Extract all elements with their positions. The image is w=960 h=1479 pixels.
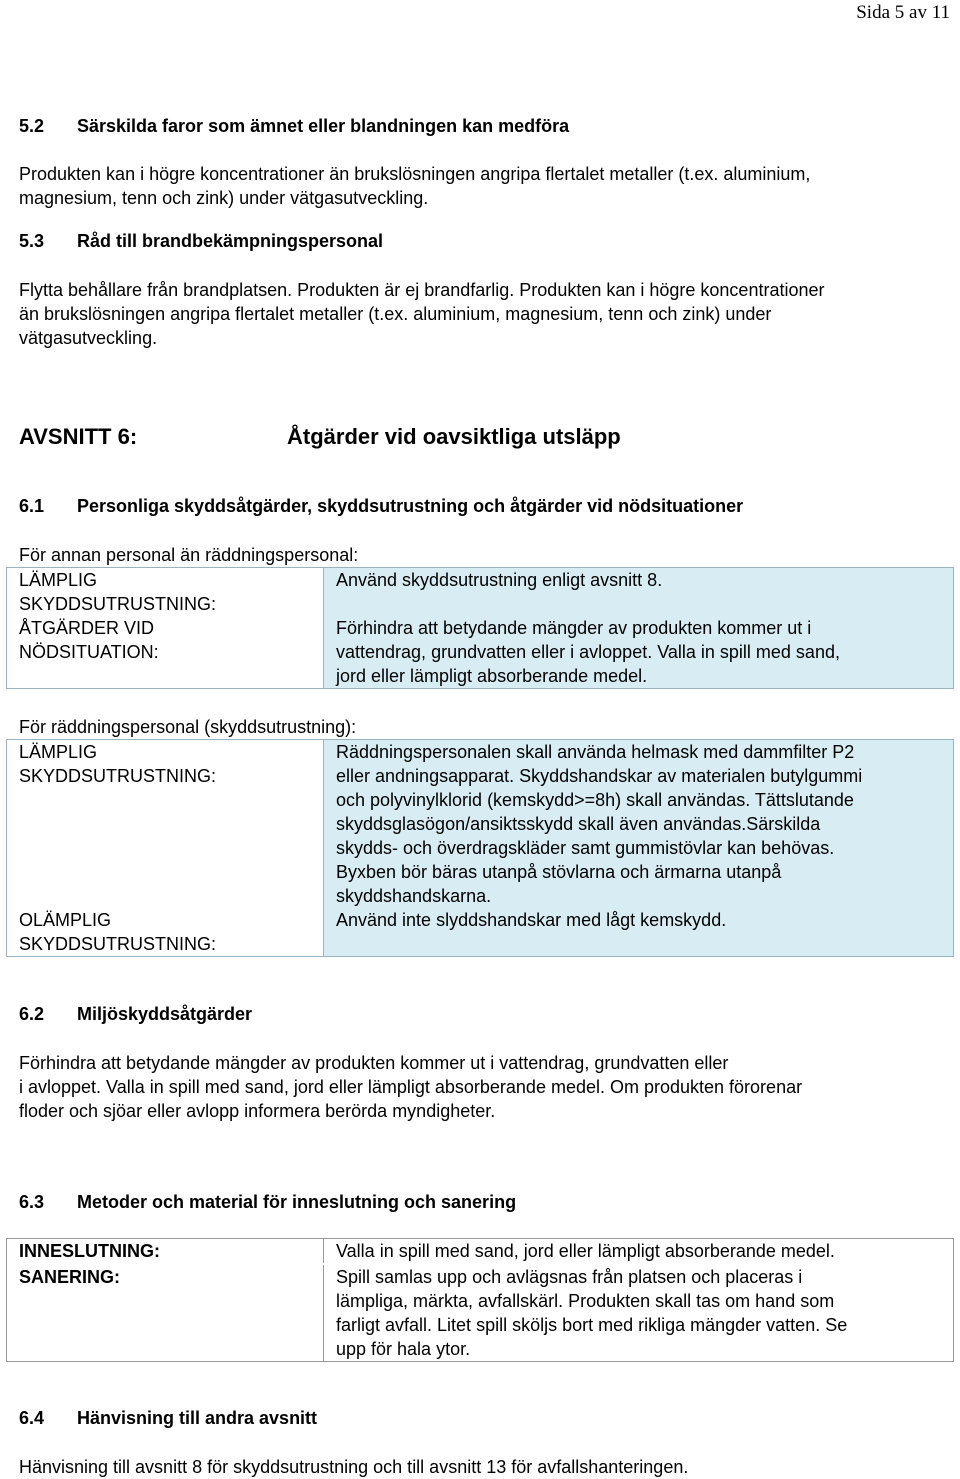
table-row [7, 908, 953, 956]
value-line: vattendrag, grundvatten eller i avloppet. Valla in spill med sand, [336, 642, 840, 662]
text-line: magnesium, tenn och zink) under vätgasutveckling. [19, 188, 429, 208]
table-row [7, 1239, 953, 1263]
table-rescue-personnel [6, 739, 954, 957]
value-line: farligt avfall. Litet spill sköljs bort med rikliga mängder vatten. Se [336, 1315, 848, 1335]
value-line: Använd inte slyddshandskar med lågt kemskydd. [336, 910, 727, 930]
text-line: Produkten kan i högre koncentrationer än brukslösningen angripa flertalet metaller (t.ex. aluminium, [19, 164, 811, 184]
row-value [323, 616, 953, 688]
text-line: i avloppet. Valla in spill med sand, jord eller lämpligt absorberande medel. Om produkten förorenar [19, 1077, 803, 1097]
value-line: skydds- och överdragskläder samt gummistövlar kan behövas. [336, 838, 835, 858]
section-title: Särskilda faror som ämnet eller blandningen kan medföra [77, 116, 570, 136]
table-containment [6, 1238, 954, 1362]
table-other-personnel [6, 567, 954, 689]
value-line: Använd skyddsutrustning enligt avsnitt 8. [336, 570, 663, 590]
section-6-2-text [19, 1051, 802, 1123]
label-line: SANERING: [19, 1267, 121, 1287]
value-line: Räddningspersonalen skall använda helmask med dammfilter P2 [336, 742, 855, 762]
row-label [7, 568, 323, 616]
table-row [7, 568, 953, 616]
value-line: och polyvinylklorid (kemskydd>=8h) skall användas. Tättslutande [336, 790, 854, 810]
section-number: 6.2 [19, 1004, 45, 1024]
label-line: NÖDSITUATION: [19, 642, 159, 662]
row-label [7, 740, 323, 908]
text-line: floder och sjöar eller avlopp informera berörda myndigheter. [19, 1101, 496, 1121]
intro-rescue-personnel: För räddningspersonal (skyddsutrustning): [19, 717, 357, 737]
section-5-3-heading [19, 231, 383, 252]
label-line: LÄMPLIG [19, 570, 98, 590]
section-title: Personliga skyddsåtgärder, skyddsutrustning och åtgärder vid nödsituationer [77, 496, 744, 516]
avsnitt-label: AVSNITT 6: [19, 424, 138, 449]
row-label [7, 1239, 323, 1263]
section-title: Miljöskyddsåtgärder [77, 1004, 253, 1024]
avsnitt-title: Åtgärder vid oavsiktliga utsläpp [287, 424, 621, 449]
section-5-2-text [19, 162, 810, 210]
section-title: Metoder och material för inneslutning och sanering [77, 1192, 517, 1212]
section-title: Hänvisning till andra avsnitt [77, 1408, 318, 1428]
intro-other-personnel: För annan personal än räddningspersonal: [19, 545, 359, 565]
value-line: Valla in spill med sand, jord eller lämpligt absorberande medel. [336, 1241, 835, 1261]
text-line: vätgasutveckling. [19, 328, 158, 348]
row-label [7, 1265, 323, 1361]
row-label [7, 616, 323, 688]
value-line: Byxben bör bäras utanpå stövlarna och ärmarna utanpå [336, 862, 782, 882]
row-value [323, 1239, 953, 1263]
section-number: 6.3 [19, 1192, 45, 1212]
row-value [323, 908, 953, 956]
section-title: Råd till brandbekämpningspersonal [77, 231, 384, 251]
row-value [323, 1265, 953, 1361]
section-5-2-heading [19, 116, 569, 137]
section-5-3-text [19, 278, 824, 350]
section-6-heading [19, 424, 939, 450]
row-label [7, 908, 323, 956]
page-number: Sida 5 av 11 [856, 2, 950, 23]
section-number: 6.1 [19, 496, 45, 516]
row-value [323, 740, 953, 908]
label-line: LÄMPLIG [19, 742, 98, 762]
value-line: skyddsglasögon/ansiktsskydd skall även användas.Särskilda [336, 814, 821, 834]
table-row [7, 616, 953, 688]
label-line: OLÄMPLIG [19, 910, 112, 930]
value-line: Spill samlas upp och avlägsnas från platsen och placeras i [336, 1267, 803, 1287]
value-line: jord eller lämpligt absorberande medel. [336, 666, 648, 686]
value-line: eller andningsapparat. Skyddshandskar av materialen butylgummi [336, 766, 863, 786]
table-row [7, 740, 953, 908]
label-line: SKYDDSUTRUSTNING: [19, 594, 217, 614]
section-6-1-heading [19, 496, 743, 517]
value-line: lämpliga, märkta, avfallskärl. Produkten skall tas om hand som [336, 1291, 835, 1311]
section-6-2-heading [19, 1004, 252, 1025]
section-number: 5.3 [19, 231, 45, 251]
section-number: 6.4 [19, 1408, 45, 1428]
row-value [323, 568, 953, 616]
label-line: SKYDDSUTRUSTNING: [19, 766, 217, 786]
section-6-4-text [19, 1455, 688, 1479]
text-line: Flytta behållare från brandplatsen. Produkten är ej brandfarlig. Produkten kan i högre koncentrationer [19, 280, 825, 300]
label-line: SKYDDSUTRUSTNING: [19, 934, 217, 954]
text-line: än brukslösningen angripa flertalet metaller (t.ex. aluminium, magnesium, tenn och zink) under [19, 304, 772, 324]
label-line: INNESLUTNING: [19, 1241, 160, 1261]
section-6-4-heading [19, 1408, 317, 1429]
value-line: skyddshandskarna. [336, 886, 492, 906]
label-line: ÅTGÄRDER VID [19, 618, 155, 638]
table-row [7, 1263, 953, 1361]
section-6-3-heading [19, 1192, 516, 1213]
value-line: upp för hala ytor. [336, 1339, 471, 1359]
text-line: Hänvisning till avsnitt 8 för skyddsutrustning och till avsnitt 13 för avfallshanteringen. [19, 1457, 689, 1477]
value-line: Förhindra att betydande mängder av produkten kommer ut i [336, 618, 812, 638]
section-number: 5.2 [19, 116, 45, 136]
text-line: Förhindra att betydande mängder av produkten kommer ut i vattendrag, grundvatten eller [19, 1053, 729, 1073]
